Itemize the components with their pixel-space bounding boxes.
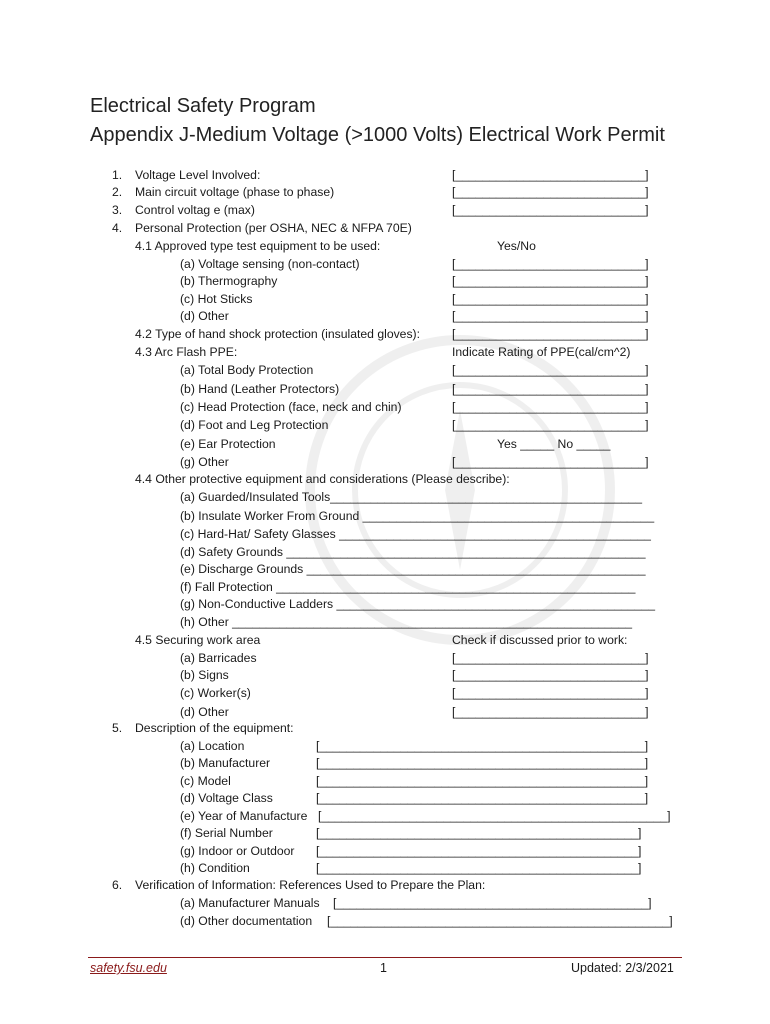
column-header: Indicate Rating of PPE(cal/cm^2) — [452, 345, 631, 359]
column-header: Yes/No — [497, 239, 536, 253]
field-label: (b) Thermography — [180, 274, 278, 288]
hard-hat-field[interactable]: (c) Hard-Hat/ Safety Glasses ______________________________________________ — [180, 527, 651, 541]
form-row-foot-leg — [0, 416, 770, 434]
guarded-tools-field[interactable]: (a) Guarded/Insulated Tools______________________________________________ — [180, 490, 642, 504]
form-row-discharge-grounds — [0, 560, 770, 578]
form-row-ear-protection — [0, 435, 770, 453]
item-number: 3. — [112, 203, 123, 217]
field-label: (d) Other — [180, 309, 229, 323]
hand-shock-protection-field[interactable]: [____________________________] — [452, 327, 649, 341]
field-label: (a) Voltage sensing (non-contact) — [180, 257, 360, 271]
section-label: 4.5 Securing work area — [135, 633, 261, 647]
form-row-voltage-class — [0, 789, 770, 807]
item-number: 4. — [112, 221, 123, 235]
item-number: 5. — [112, 721, 123, 735]
section-label: Personal Protection (per OSHA, NEC & NFPA 70E) — [135, 221, 412, 235]
ear-protection-yes-no[interactable]: Yes _____ No _____ — [497, 437, 611, 451]
safety-grounds-field[interactable]: (d) Safety Grounds _____________________________________________________ — [180, 545, 646, 559]
form-row-signs — [0, 666, 770, 684]
field-label: (c) Hot Sticks — [180, 292, 253, 306]
updated-date: Updated: 2/3/2021 — [571, 961, 674, 975]
form-row-4-2 — [0, 325, 770, 343]
form-row-insulate-worker — [0, 507, 770, 525]
other-documentation-field[interactable]: [__________________________________________________] — [327, 914, 673, 928]
arc-flash-other-field[interactable]: [____________________________] — [452, 455, 649, 469]
form-row-4-3 — [0, 343, 770, 361]
condition-field[interactable]: [_______________________________________________] — [316, 861, 642, 875]
field-label: (a) Location — [180, 739, 245, 753]
head-protection-field[interactable]: [____________________________] — [452, 400, 649, 414]
main-circuit-voltage-field[interactable]: [____________________________] — [452, 185, 649, 199]
field-label: (c) Model — [180, 774, 231, 788]
form-row-ladders — [0, 595, 770, 613]
footer-divider — [88, 957, 682, 958]
footer-safety-link[interactable]: safety.fsu.edu — [90, 961, 167, 975]
thermography-field[interactable]: [____________________________] — [452, 274, 649, 288]
test-equipment-other-field[interactable]: [____________________________] — [452, 309, 649, 323]
securing-other-field[interactable]: [____________________________] — [452, 705, 649, 719]
field-label: (b) Signs — [180, 668, 229, 682]
signs-field[interactable]: [____________________________] — [452, 668, 649, 682]
protective-other-field[interactable]: (h) Other ___________________________________________________________ — [180, 615, 633, 629]
field-label: (g) Other — [180, 455, 229, 469]
form-row-personal-protection — [0, 219, 770, 237]
form-row-manufacturer — [0, 754, 770, 772]
form-row-other-documentation — [0, 912, 770, 930]
form-row-indoor-outdoor — [0, 842, 770, 860]
section-label: Description of the equipment: — [135, 721, 294, 735]
page-title: Electrical Safety Program — [90, 95, 316, 117]
form-row-hard-hat — [0, 525, 770, 543]
form-row-equipment-description — [0, 719, 770, 737]
field-label: (a) Total Body Protection — [180, 363, 314, 377]
manufacturer-field[interactable]: [________________________________________________] — [316, 756, 649, 770]
form-row-4-1 — [0, 237, 770, 255]
field-label: Main circuit voltage (phase to phase) — [135, 185, 335, 199]
hot-sticks-field[interactable]: [____________________________] — [452, 292, 649, 306]
item-number: 1. — [112, 168, 123, 182]
model-field[interactable]: [________________________________________________] — [316, 774, 649, 788]
field-label: (a) Manufacturer Manuals — [180, 896, 320, 910]
form-row-verification — [0, 876, 770, 894]
voltage-class-field[interactable]: [________________________________________________] — [316, 791, 649, 805]
form-row-fall-protection — [0, 578, 770, 596]
form-row-location — [0, 737, 770, 755]
form-row-main-circuit-voltage — [0, 183, 770, 201]
section-label: 4.3 Arc Flash PPE: — [135, 345, 238, 359]
form-row-total-body — [0, 361, 770, 379]
location-field[interactable]: [________________________________________________] — [316, 739, 649, 753]
form-row-guarded-tools — [0, 488, 770, 506]
page-subtitle: Appendix J-Medium Voltage (>1000 Volts) Electrical Work Permit — [90, 124, 665, 146]
field-label: (c) Head Protection (face, neck and chin) — [180, 400, 402, 414]
field-label: (d) Foot and Leg Protection — [180, 418, 329, 432]
form-row-condition — [0, 859, 770, 877]
form-row-year-of-manufacture — [0, 807, 770, 825]
manufacturer-manuals-field[interactable]: [______________________________________________] — [333, 896, 652, 910]
control-voltage-field[interactable]: [____________________________] — [452, 203, 649, 217]
field-label: Voltage Level Involved: — [135, 168, 261, 182]
page-number: 1 — [380, 961, 387, 975]
form-row-voltage-sensing — [0, 255, 770, 273]
field-label: (a) Barricades — [180, 651, 257, 665]
serial-number-field[interactable]: [_______________________________________________] — [316, 826, 642, 840]
form-row-safety-grounds — [0, 543, 770, 561]
form-row-4-4 — [0, 470, 770, 488]
barricades-field[interactable]: [____________________________] — [452, 651, 649, 665]
field-label: (f) Serial Number — [180, 826, 273, 840]
form-row-4-5 — [0, 631, 770, 649]
form-row-workers — [0, 684, 770, 702]
discharge-grounds-field[interactable]: (e) Discharge Grounds __________________________________________________ — [180, 562, 646, 576]
form-row-serial-number — [0, 824, 770, 842]
field-label: (g) Indoor or Outdoor — [180, 844, 295, 858]
form-row-thermography — [0, 272, 770, 290]
form-row-4-4-other — [0, 613, 770, 631]
form-row-control-voltage — [0, 201, 770, 219]
form-row-hand-protection — [0, 380, 770, 398]
section-label: 4.1 Approved type test equipment to be used: — [135, 239, 381, 253]
field-label: (e) Ear Protection — [180, 437, 276, 451]
form-row-barricades — [0, 649, 770, 667]
field-label: (h) Condition — [180, 861, 250, 875]
field-label: (d) Other documentation — [180, 914, 313, 928]
field-label: (e) Year of Manufacture — [180, 809, 308, 823]
form-row-head-protection — [0, 398, 770, 416]
voltage-level-field[interactable]: [____________________________] — [452, 168, 649, 182]
item-number: 2. — [112, 185, 123, 199]
fall-protection-field[interactable]: (f) Fall Protection _____________________________________________________ — [180, 580, 636, 594]
field-label: (b) Manufacturer — [180, 756, 271, 770]
hand-protection-field[interactable]: [____________________________] — [452, 382, 649, 396]
year-of-manufacture-field[interactable]: [___________________________________________________] — [318, 809, 671, 823]
insulate-worker-field[interactable]: (b) Insulate Worker From Ground ___________________________________________ — [180, 509, 655, 523]
total-body-protection-field[interactable]: [____________________________] — [452, 363, 649, 377]
section-label: Verification of Information: References Used to Prepare the Plan: — [135, 878, 486, 892]
form-row-manufacturer-manuals — [0, 894, 770, 912]
form-row-hot-sticks — [0, 290, 770, 308]
section-label: 4.4 Other protective equipment and considerations (Please describe): — [135, 472, 510, 486]
workers-field[interactable]: [____________________________] — [452, 686, 649, 700]
section-label: 4.2 Type of hand shock protection (insulated gloves): — [135, 327, 421, 341]
voltage-sensing-field[interactable]: [____________________________] — [452, 257, 649, 271]
item-number: 6. — [112, 878, 123, 892]
field-label: Control voltag e (max) — [135, 203, 255, 217]
field-label: (c) Worker(s) — [180, 686, 251, 700]
ladders-field[interactable]: (g) Non-Conductive Ladders _______________________________________________ — [180, 597, 656, 611]
foot-leg-protection-field[interactable]: [____________________________] — [452, 418, 649, 432]
field-label: (d) Voltage Class — [180, 791, 273, 805]
field-label: (b) Hand (Leather Protectors) — [180, 382, 340, 396]
field-label: (d) Other — [180, 705, 229, 719]
form-row-model — [0, 772, 770, 790]
form-row-4-1-other — [0, 307, 770, 325]
form-row-4-3-other — [0, 453, 770, 471]
column-header: Check if discussed prior to work: — [452, 633, 628, 647]
form-row-voltage-level — [0, 166, 770, 184]
indoor-outdoor-field[interactable]: [_______________________________________________] — [316, 844, 642, 858]
